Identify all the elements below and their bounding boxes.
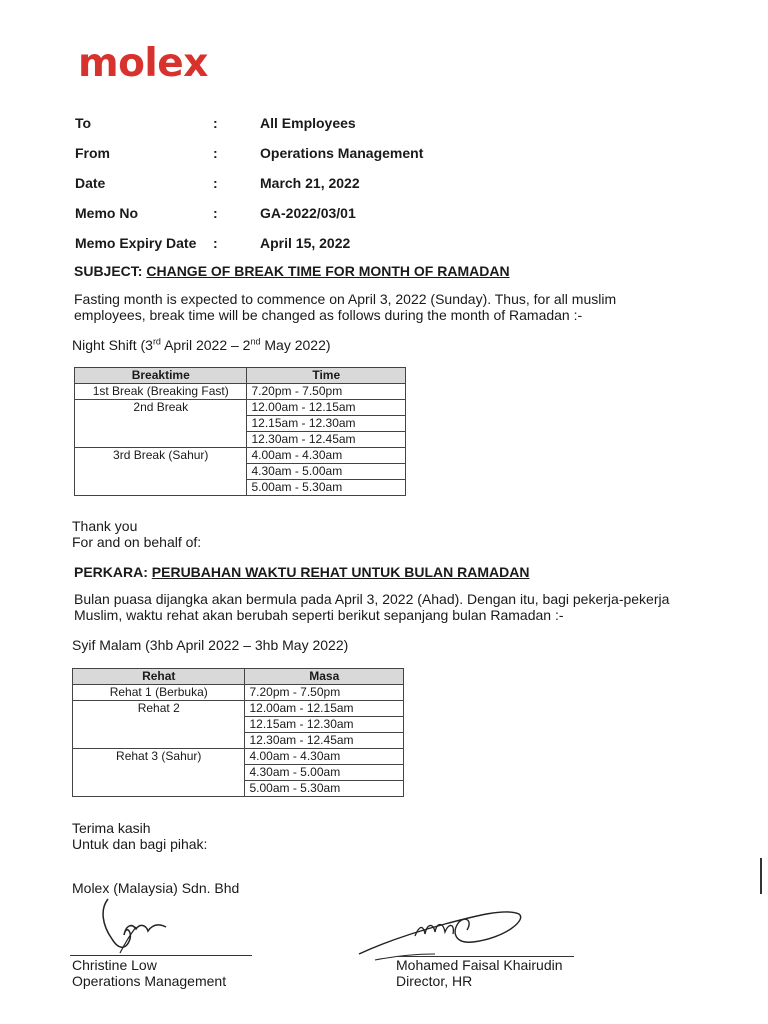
break-time-cell: 5.00am - 5.30am [247, 480, 406, 496]
memo-key: From [75, 145, 110, 161]
signatory-right [396, 957, 563, 989]
table-header-cell: Time [247, 368, 406, 384]
rehat-table [72, 668, 404, 797]
break-label-cell [73, 781, 245, 797]
break-label-cell: 1st Break (Breaking Fast) [75, 384, 247, 400]
break-time-cell: 7.20pm - 7.50pm [247, 384, 406, 400]
break-time-cell: 4.30am - 5.00am [247, 464, 406, 480]
memo-colon: : [213, 175, 218, 191]
closing-line: Thank you [72, 518, 138, 534]
malay-body [74, 591, 669, 623]
table-row [73, 701, 404, 717]
syif-line: Syif Malam (3hb April 2022 – 3hb May 2022) [72, 637, 349, 653]
break-label-cell [73, 733, 245, 749]
table-row [73, 717, 404, 733]
table-row [75, 480, 406, 496]
table-row [73, 733, 404, 749]
table-header-cell: Breaktime [75, 368, 247, 384]
shift-sup: rd [152, 336, 161, 347]
break-time-cell: 5.00am - 5.30am [245, 781, 404, 797]
table-row [73, 781, 404, 797]
subject-text: CHANGE OF BREAK TIME FOR MONTH OF RAMADAN [146, 263, 510, 279]
table-row [75, 384, 406, 400]
break-time-cell: 12.15am - 12.30am [247, 416, 406, 432]
signature-christine [96, 895, 176, 957]
memo-colon: : [213, 145, 218, 161]
table-header-cell: Rehat [73, 669, 245, 685]
closing-line: For and on behalf of: [72, 534, 202, 550]
english-body [74, 291, 616, 323]
break-time-cell: 7.20pm - 7.50pm [245, 685, 404, 701]
break-time-cell: 4.00am - 4.30am [247, 448, 406, 464]
break-label-cell [75, 416, 247, 432]
table-row [75, 400, 406, 416]
table-row [73, 765, 404, 781]
memo-colon: : [213, 115, 218, 131]
body-line: employees, break time will be changed as follows during the month of Ramadan :- [74, 307, 583, 323]
night-shift-line [72, 337, 331, 353]
table-header-row [75, 368, 406, 384]
table-header-cell: Masa [245, 669, 404, 685]
break-time-cell: 12.30am - 12.45am [245, 733, 404, 749]
signatory-title: Director, HR [396, 973, 473, 989]
table-row [75, 416, 406, 432]
memo-value: Operations Management [260, 145, 424, 161]
memo-value: GA-2022/03/01 [260, 205, 356, 221]
body-line: Bulan puasa dijangka akan bermula pada April 3, 2022 (Ahad). Dengan itu, bagi pekerja-pekerja [74, 591, 670, 607]
shift-sup: nd [250, 336, 261, 347]
perkara-line [74, 564, 530, 580]
memo-key: Memo No [75, 205, 138, 221]
closing-line: Terima kasih [72, 820, 151, 836]
break-label-cell [75, 432, 247, 448]
memo-key: Date [75, 175, 106, 191]
malay-closing [72, 820, 207, 852]
break-label-cell: 3rd Break (Sahur) [75, 448, 247, 464]
memo-colon: : [213, 235, 218, 251]
break-time-cell: 12.00am - 12.15am [245, 701, 404, 717]
signatory-name: Christine Low [72, 957, 157, 973]
break-label-cell [75, 464, 247, 480]
body-line: Muslim, waktu rehat akan berubah seperti berikut sepanjang bulan Ramadan :- [74, 607, 564, 623]
shift-text: April 2022 – 2 [160, 337, 251, 353]
breaktime-table [74, 367, 406, 496]
memo-key: Memo Expiry Date [75, 235, 197, 251]
memo-colon: : [213, 205, 218, 221]
table-row [75, 464, 406, 480]
break-label-cell [73, 765, 245, 781]
signatory-name: Mohamed Faisal Khairudin [396, 957, 563, 973]
shift-text: May 2022) [260, 337, 331, 353]
closing-line: Untuk dan bagi pihak: [72, 836, 208, 852]
break-label-cell [75, 480, 247, 496]
subject-line [74, 263, 510, 279]
table-row [73, 685, 404, 701]
company-logo: molex [78, 41, 208, 86]
memo-value: March 21, 2022 [260, 175, 360, 191]
break-label-cell: Rehat 1 (Berbuka) [73, 685, 245, 701]
break-time-cell: 12.30am - 12.45am [247, 432, 406, 448]
signatory-left [72, 957, 226, 989]
subject-label: SUBJECT: [74, 263, 143, 279]
break-time-cell: 4.00am - 4.30am [245, 749, 404, 765]
signature-line [70, 955, 252, 956]
memo-value: All Employees [260, 115, 356, 131]
break-label-cell: 2nd Break [75, 400, 247, 416]
company-name: Molex (Malaysia) Sdn. Bhd [72, 880, 240, 896]
page-edge-mark [760, 858, 762, 894]
break-time-cell: 12.15am - 12.30am [245, 717, 404, 733]
break-label-cell: Rehat 2 [73, 701, 245, 717]
memo-value: April 15, 2022 [260, 235, 351, 251]
table-header-row [73, 669, 404, 685]
table-row [75, 432, 406, 448]
perkara-text: PERUBAHAN WAKTU REHAT UNTUK BULAN RAMADAN [151, 564, 530, 580]
break-time-cell: 12.00am - 12.15am [247, 400, 406, 416]
signatory-title: Operations Management [72, 973, 227, 989]
table-row [75, 448, 406, 464]
break-label-cell: Rehat 3 (Sahur) [73, 749, 245, 765]
memo-key: To [75, 115, 92, 131]
english-closing [72, 518, 201, 550]
body-line: Fasting month is expected to commence on April 3, 2022 (Sunday). Thus, for all muslim [74, 291, 617, 307]
perkara-label: PERKARA: [74, 564, 148, 580]
shift-text: Night Shift (3 [72, 337, 153, 353]
break-label-cell [73, 717, 245, 733]
break-time-cell: 4.30am - 5.00am [245, 765, 404, 781]
table-row [73, 749, 404, 765]
